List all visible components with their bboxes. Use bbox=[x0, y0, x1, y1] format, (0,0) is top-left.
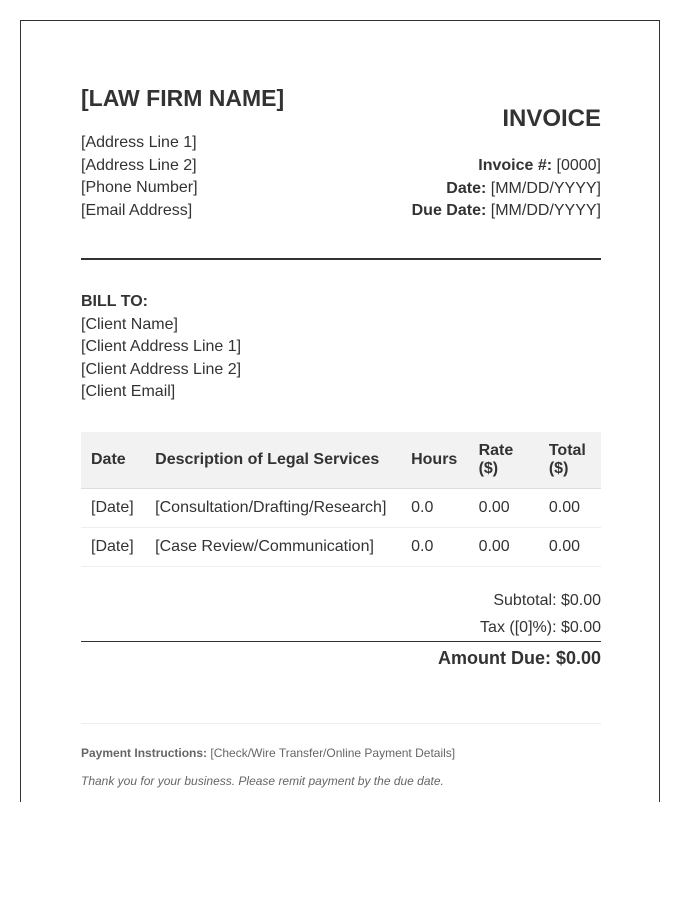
totals-divider bbox=[81, 641, 601, 642]
row-rate: 0.00 bbox=[469, 528, 539, 567]
subtotal: Subtotal: $0.00 bbox=[493, 592, 601, 609]
invoice-page bbox=[20, 20, 660, 802]
row-date: [Date] bbox=[81, 528, 145, 567]
tax: Tax ([0]%): $0.00 bbox=[480, 619, 601, 636]
invoice-date-label: Date: bbox=[446, 179, 487, 197]
invoice-date bbox=[412, 178, 601, 201]
firm-phone: [Phone Number] bbox=[81, 179, 198, 196]
services-table bbox=[81, 432, 601, 567]
client-address-line-1: [Client Address Line 1] bbox=[81, 338, 242, 355]
invoice-due-value: [MM/DD/YYYY] bbox=[490, 202, 601, 219]
header-hours: Hours bbox=[401, 432, 468, 489]
invoice-due-label: Due Date: bbox=[411, 202, 487, 219]
bill-to-label: BILL TO: bbox=[81, 293, 148, 310]
footer-divider bbox=[81, 723, 601, 724]
client-email: [Client Email] bbox=[81, 383, 176, 400]
header-description: Description of Legal Services bbox=[145, 432, 401, 489]
firm-contact bbox=[81, 132, 198, 222]
invoice-meta bbox=[412, 155, 601, 223]
client-address-line-2: [Client Address Line 2] bbox=[81, 360, 242, 378]
row-hours: 0.0 bbox=[401, 489, 468, 528]
header-total: Total ($) bbox=[539, 432, 601, 489]
row-total: 0.00 bbox=[539, 489, 601, 528]
row-date: [Date] bbox=[81, 489, 145, 528]
row-description: [Consultation/Drafting/Research] bbox=[145, 489, 401, 528]
invoice-number-label: Invoice #: bbox=[478, 157, 553, 174]
firm-email: [Email Address] bbox=[81, 201, 193, 219]
table-row bbox=[81, 489, 601, 528]
row-rate: 0.00 bbox=[469, 489, 539, 528]
row-hours: 0.0 bbox=[401, 528, 468, 567]
row-total: 0.00 bbox=[539, 528, 601, 567]
firm-address-line-1: [Address Line 1] bbox=[81, 134, 197, 151]
header-rate: Rate ($) bbox=[469, 432, 539, 489]
invoice-title: INVOICE bbox=[502, 105, 601, 132]
invoice-due-date bbox=[412, 200, 601, 223]
table-header-row bbox=[81, 432, 601, 489]
invoice-date-value: [MM/DD/YYYY] bbox=[490, 179, 601, 197]
invoice-number bbox=[412, 155, 601, 178]
invoice-number-value: [0000] bbox=[556, 157, 601, 174]
payment-instructions-value: [Check/Wire Transfer/Online Payment Details] bbox=[207, 746, 456, 760]
bill-to-block bbox=[81, 291, 241, 404]
totals-block bbox=[480, 587, 601, 641]
thank-you-note: Thank you for your business. Please remit payment by the due date. bbox=[81, 774, 444, 788]
firm-name: [LAW FIRM NAME] bbox=[81, 85, 285, 111]
header-divider bbox=[81, 258, 601, 260]
firm-address-line-2: [Address Line 2] bbox=[81, 156, 197, 174]
table-row bbox=[81, 528, 601, 567]
row-description: [Case Review/Communication] bbox=[145, 528, 401, 567]
amount-due: Amount Due: $0.00 bbox=[437, 648, 601, 668]
header-date: Date bbox=[81, 432, 145, 489]
payment-instructions-label: Payment Instructions: bbox=[81, 746, 208, 760]
payment-instructions bbox=[81, 746, 455, 760]
client-name: [Client Name] bbox=[81, 315, 178, 333]
